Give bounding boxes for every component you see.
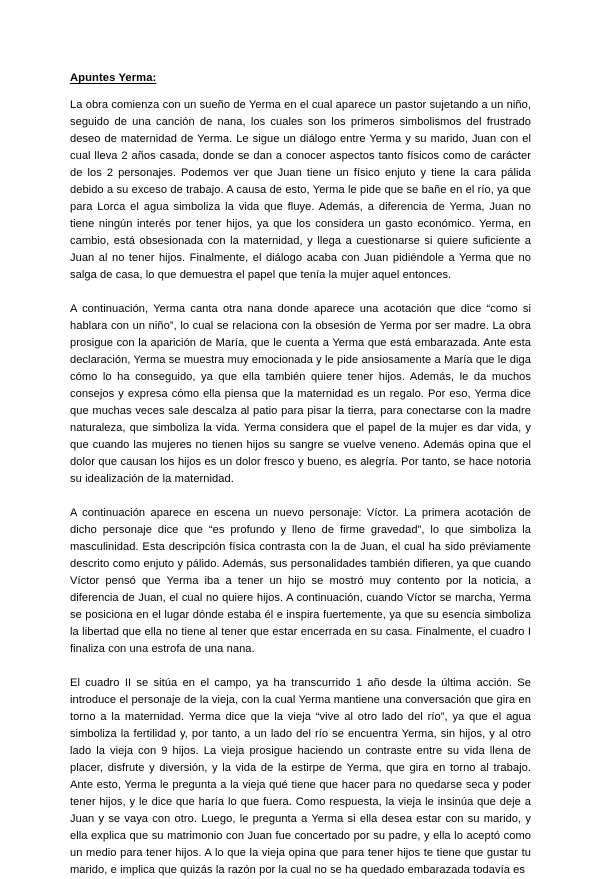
page-title: Apuntes Yerma: <box>70 72 157 84</box>
paragraph-1: La obra comienza con un sueño de Yerma en el cual aparece un pastor sujetando a un niño, seguido de una canción de nana, los cuales son los primeros simbolismos del frustrado deseo de maternidad de Yerma. Le sigue un diálogo entre Yerma y su marido, Juan con el cual lleva 2 años casada, donde se dan a conocer aspectos tanto físicos como de carácter de los 2 personajes. Podemos ver que Juan tiene un físico enjuto y tiene la cara pálida debido a su exceso de trabajo. A causa de esto, Yerma le pide que se bañe en el río, ya que para Lorca el agua simboliza la vida que fluye. Además, a diferencia de Yerma, Juan no tiene ningún interés por tener hijos, ya que los considera un gasto económico. Yerma, en cambio, está obsesionada con la maternidad, y llega a cuestionarse si quiere suficiente a Juan al no tener hijos. Finalmente, el diálogo acaba con Juan pidiéndole a Yerma que no salga de casa, lo que demuestra el papel que tenía la mujer aquel entonces. <box>70 99 531 281</box>
paragraph-3: A continuación aparece en escena un nuevo personaje: Víctor. La primera acotación de dicho personaje dice que “es profundo y lleno de firme gravedad”, lo que simboliza la masculinidad. Esta descripción física contrasta con la de Juan, el cual ha sido préviamente descrito como enjuto y pálido. Además, sus personalidades también difieren, ya que cuando Víctor pensó que Yerma iba a tener un hijo se mostró muy contento por la noticia, a diferencia de Juan, el cual no quiere hijos. A continuación, cuando Víctor se marcha, Yerma se posiciona en el lugar dónde estaba él e inspira fuertemente, ya que su esencia simboliza la libertad que ella no tiene al tener que estar encerrada en su casa. Finalmente, el cuadro I finaliza con una estrofa de una nana. <box>70 507 531 655</box>
paragraph-2: A continuación, Yerma canta otra nana donde aparece una acotación que dice “como si hablara con un niño”, lo cual se relaciona con la obsesión de Yerma por ser madre. La obra prosigue con la aparición de María, que le cuenta a Yerma que está embarazada. Ante esta declaración, Yerma se muestra muy emocionada y le pide ansiosamente a María que le diga cómo lo ha conseguido, ya que ella también quiere tener hijos. Además, le da muchos consejos y expresa cómo ella piensa que la maternidad es un regalo. Por eso, Yerma dice que muchas veces sale descalza al patio para pisar la tierra, para conectarse con la madre naturaleza, que simboliza la vida. Yerma considera que el papel de la mujer es dar vida, y que cuando las mujeres no tienen hijos su sangre se vuelve veneno. Además opina que el dolor que causan los hijos es un dolor fresco y bueno, es alegría. Por tanto, se hace notoria su idealización de la maternidad. <box>70 303 531 485</box>
paragraph-4: El cuadro II se sitúa en el campo, ya ha transcurrido 1 año desde la última acción. Se introduce el personaje de la vieja, con la cual Yerma mantiene una conversación que gira en torno a la maternidad. Yerma dice que la vieja “vive al otro lado del río”, ya que el agua simboliza la fertilidad y, por tanto, a un lado del río se encuentra Yerma, sin hijos, y al otro lado la vieja con 9 hijos. La vieja prosigue haciendo un contraste entre su vida llena de placer, disfrute y diversión, y la vida de la estirpe de Yerma, que gira en torno al trabajo. Ante esto, Yerma le pregunta a la vieja qué tiene que hacer para no quedarse seca y poder tener hijos, y le dice que haría lo que fuera. Como respuesta, la vieja le insinúa que deje a Juan y se vaya con otro. Luego, le pregunta a Yerma si ella desea estar con su marido, y ella explica que su matrimonio con Juan fue concertado por su padre, y ella lo aceptó como un medio para tener hijos. A lo que la vieja opina que para tener hijos te tiene que gustar tu marido, e implica que quizás la razón por la cual no se ha quedado embarazada todavía es <box>70 677 531 876</box>
